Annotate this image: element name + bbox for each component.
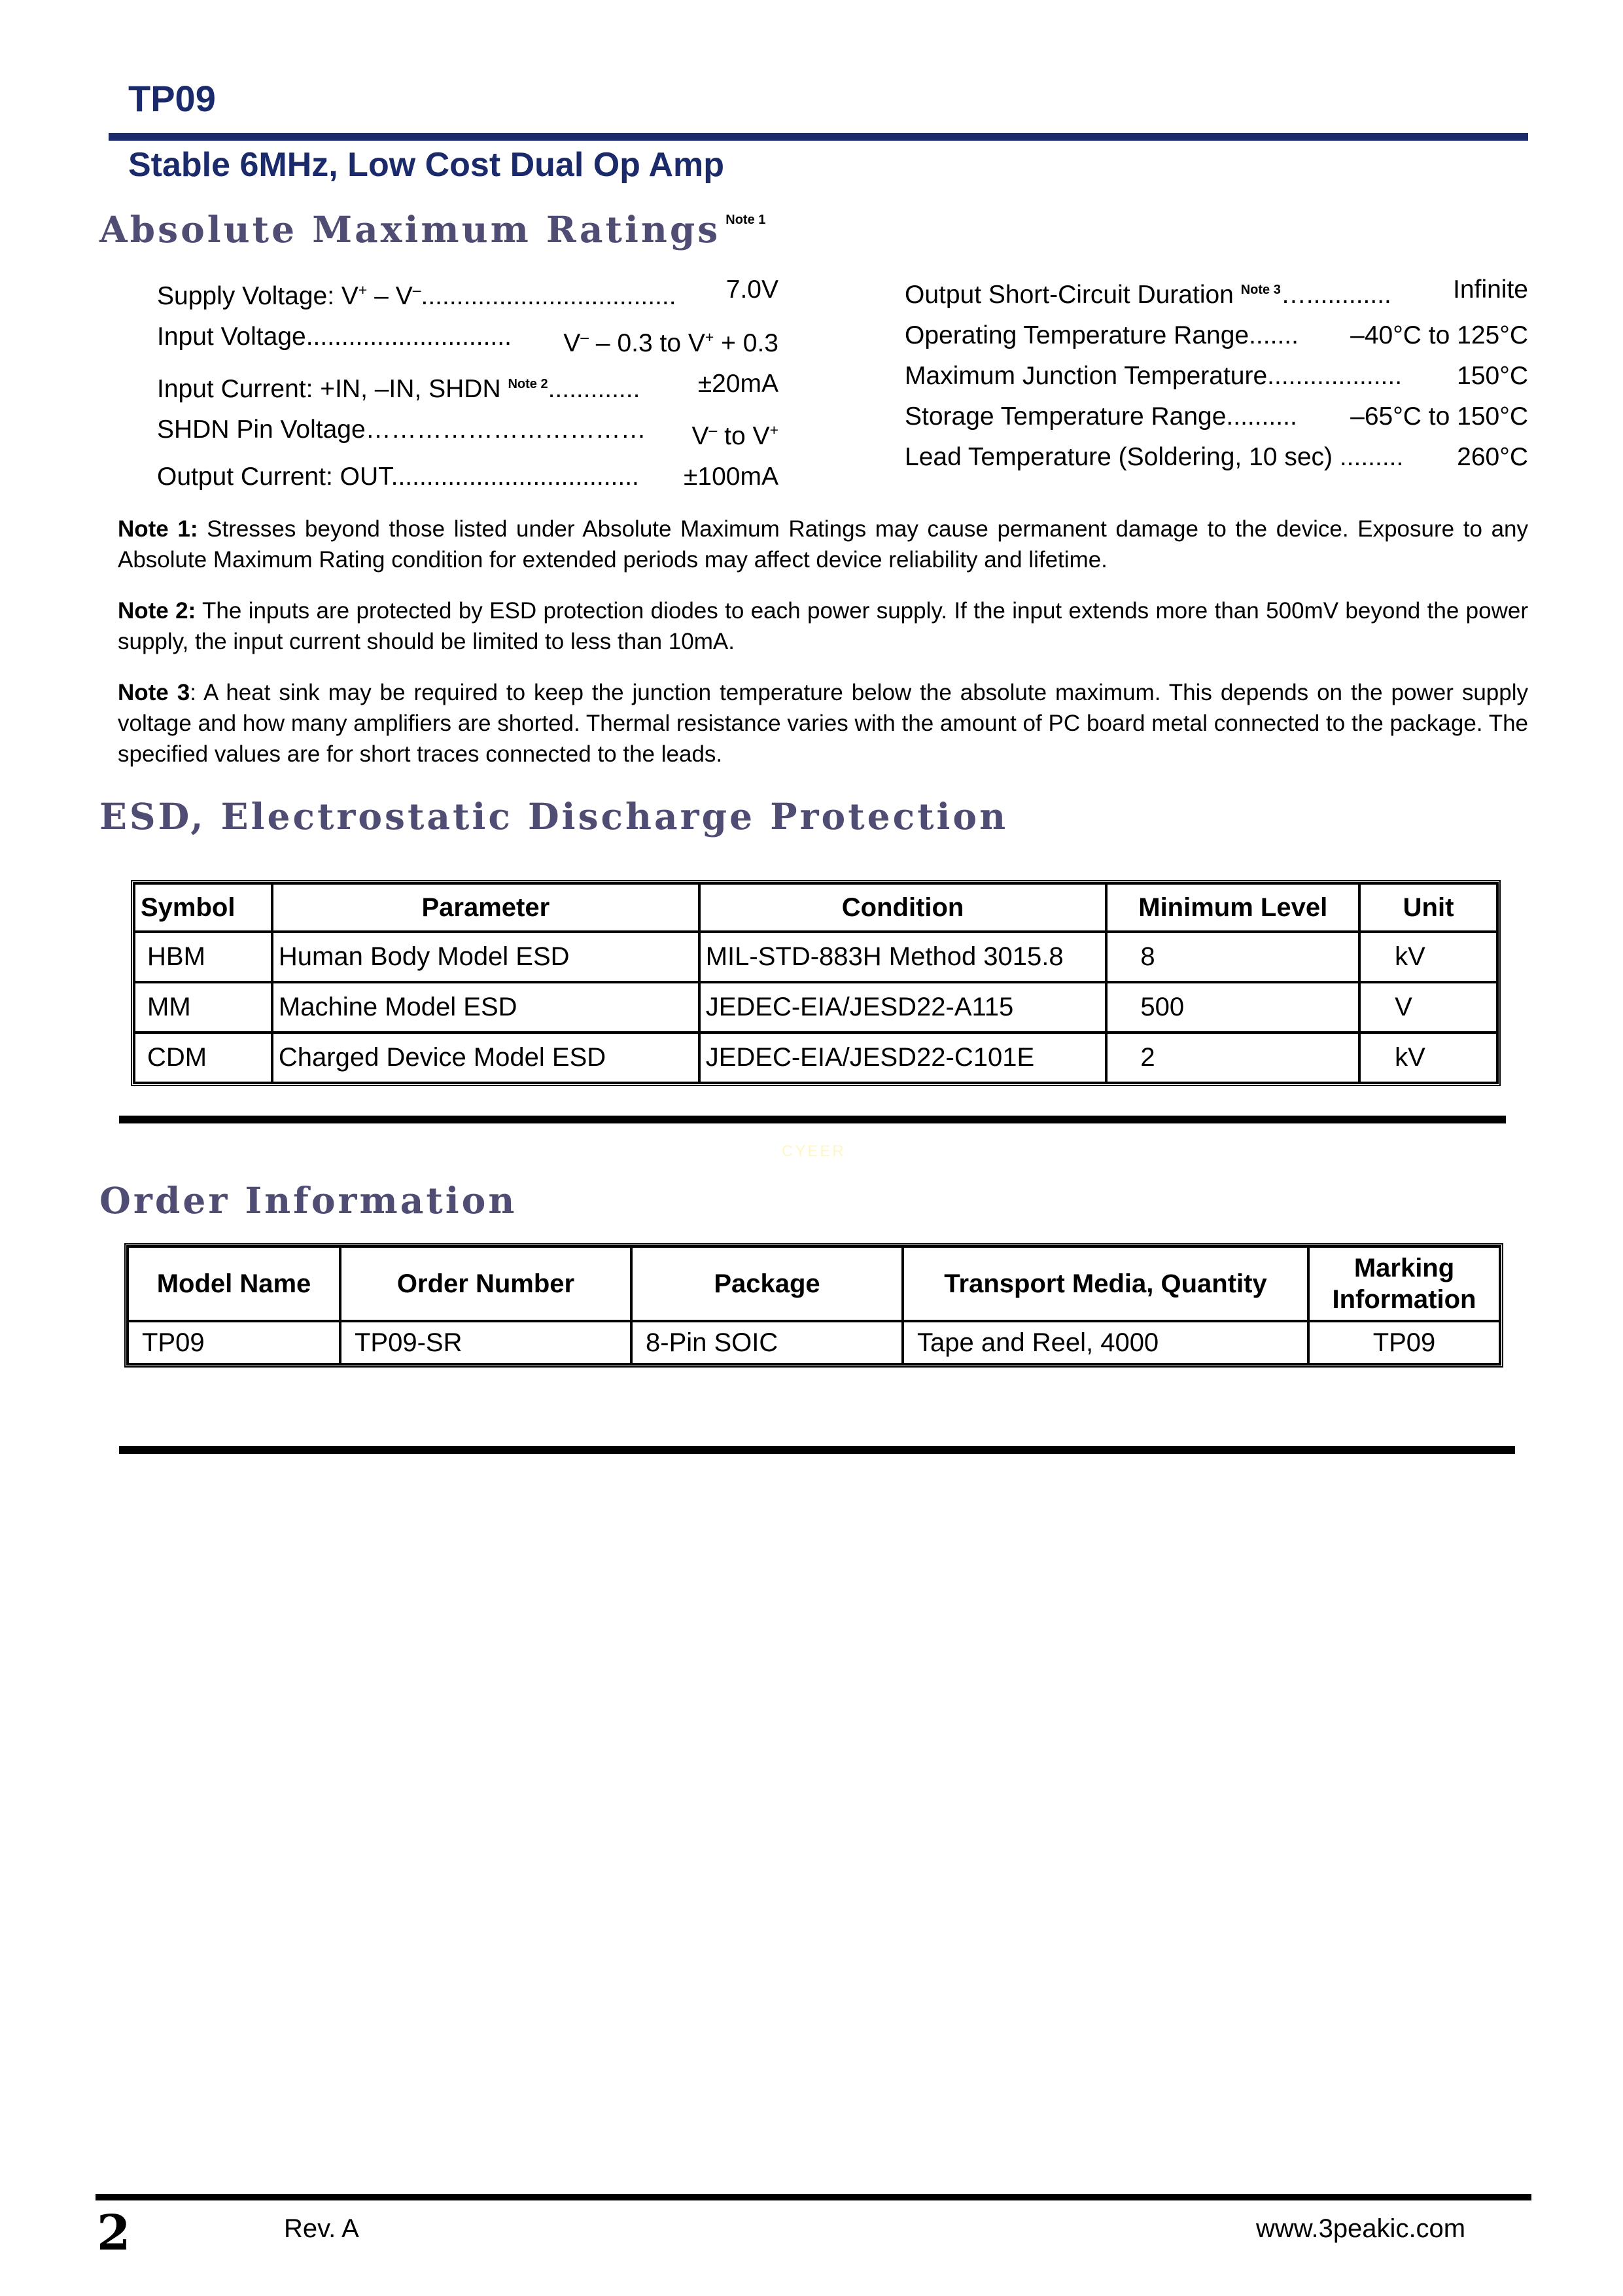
rating-value	[692, 410, 778, 457]
table-cell: Machine Model ESD	[272, 982, 699, 1033]
note-label: Note 2:	[118, 598, 196, 624]
note-text: : A heat sink may be required to keep the junction temperature below the absolute maximum. This depends on the power supply voltage and how many amplifiers are shorted. Thermal resistance varies with the amount of PC board metal connected to the package. The specified values are for short traces connected to the leads.	[118, 680, 1529, 767]
value-part: + 0.3	[714, 329, 778, 357]
rating-lead-temp	[905, 437, 1528, 478]
column-header: Marking Information	[1308, 1246, 1500, 1321]
column-header: Unit	[1359, 883, 1497, 932]
note-text: The inputs are protected by ESD protection diodes to each power supply. If the input extends more than 500mV beyond the power supply, the input current should be limited to less than 10mA.	[118, 598, 1529, 654]
table-cell: JEDEC-EIA/JESD22-C101E	[699, 1033, 1107, 1083]
rating-value: –65°C to 150°C	[1350, 402, 1528, 431]
note-3	[118, 677, 1528, 769]
rating-label: Input Current: +IN, –IN, SHDN	[157, 375, 501, 403]
rating-input-voltage	[157, 317, 778, 364]
rating-storage-temp	[905, 397, 1528, 437]
table-cell: TP09	[128, 1321, 340, 1364]
table-cell: kV	[1359, 1033, 1497, 1083]
rating-shdn-pin-voltage	[157, 410, 778, 457]
rating-value: –40°C to 125°C	[1350, 321, 1528, 349]
superscript: +	[358, 281, 368, 298]
rating-supply-voltage	[157, 270, 778, 317]
esd-title: ESD, Electrostatic Discharge Protection	[99, 795, 1009, 838]
superscript: –	[412, 281, 421, 298]
rating-value: 260°C	[1457, 443, 1528, 471]
note-1	[118, 514, 1528, 575]
rating-label: Output Short-Circuit Duration	[905, 281, 1234, 309]
rating-label: Input Voltage.............................	[157, 323, 512, 351]
table-row	[134, 932, 1497, 982]
table-cell: kV	[1359, 932, 1497, 982]
rating-value: ±20mA	[697, 370, 778, 398]
rating-label: SHDN Pin Voltage……………………………	[157, 415, 646, 444]
table-cell: 2	[1106, 1033, 1359, 1083]
column-header: Minimum Level	[1106, 883, 1359, 932]
value-part: V	[691, 422, 709, 450]
abs-max-note-ref: Note 1	[725, 213, 766, 227]
table-cell: MIL-STD-883H Method 3015.8	[699, 932, 1107, 982]
table-cell: MM	[134, 982, 272, 1033]
abs-max-title	[99, 208, 765, 251]
note-ref: Note 3	[1240, 283, 1281, 297]
rating-junction-temp	[905, 356, 1528, 397]
table-cell: 8	[1106, 932, 1359, 982]
rating-dots: .............	[548, 375, 640, 403]
revision-label: Rev. A	[284, 2214, 359, 2243]
table-cell: TP09-SR	[340, 1321, 631, 1364]
column-header: Transport Media, Quantity	[903, 1246, 1308, 1321]
rating-value: 150°C	[1457, 362, 1528, 390]
website-link[interactable]: www.3peakic.com	[1256, 2214, 1466, 2243]
rating-label: – V	[367, 282, 413, 310]
note-ref: Note 2	[508, 377, 548, 391]
column-header: Condition	[699, 883, 1107, 932]
order-table	[124, 1243, 1503, 1368]
value-part: to V	[717, 422, 770, 450]
rating-label: Operating Temperature Range.......	[905, 321, 1299, 349]
rating-operating-temp	[905, 315, 1528, 356]
rating-label: Output Current: OUT...................................	[157, 463, 639, 491]
section-divider	[119, 1116, 1506, 1123]
rating-dots: …............	[1280, 281, 1391, 309]
abs-max-left-column	[157, 270, 778, 497]
table-header-row	[134, 883, 1497, 932]
table-cell: V	[1359, 982, 1497, 1033]
esd-table	[131, 880, 1501, 1086]
note-text: Stresses beyond those listed under Absolute Maximum Ratings may cause permanent damage to the device. Exposure to any Absolute Maximum Rating condition for extended periods may affect device reliability and lifetime.	[118, 516, 1529, 573]
rating-input-current	[157, 364, 778, 410]
document-subtitle: Stable 6MHz, Low Cost Dual Op Amp	[128, 146, 725, 184]
page-number: 2	[97, 2205, 131, 2261]
rating-short-circuit-duration	[905, 270, 1528, 315]
rating-label: Supply Voltage: V	[157, 282, 358, 310]
note-label: Note 3	[118, 680, 190, 705]
table-cell: JEDEC-EIA/JESD22-A115	[699, 982, 1107, 1033]
table-cell: Tape and Reel, 4000	[903, 1321, 1308, 1364]
superscript: +	[769, 421, 778, 438]
superscript: –	[708, 421, 718, 438]
table-cell: CDM	[134, 1033, 272, 1083]
rating-label: Lead Temperature (Soldering, 10 sec) .........	[905, 443, 1404, 471]
rating-output-current	[157, 457, 778, 497]
watermark-text: CYEER	[782, 1142, 846, 1160]
note-2	[118, 595, 1528, 657]
column-header: Model Name	[128, 1246, 340, 1321]
rating-value: 7.0V	[725, 275, 778, 304]
table-cell: 8-Pin SOIC	[631, 1321, 903, 1364]
abs-max-title-text: Absolute Maximum Ratings	[99, 208, 721, 251]
table-row	[128, 1321, 1500, 1364]
table-cell: HBM	[134, 932, 272, 982]
column-header: Symbol	[134, 883, 272, 932]
abs-max-right-column	[905, 270, 1528, 478]
rating-value	[563, 317, 778, 364]
column-header: Order Number	[340, 1246, 631, 1321]
column-header: Package	[631, 1246, 903, 1321]
table-cell: 500	[1106, 982, 1359, 1033]
rating-dots: ....................................	[421, 282, 676, 310]
header-rule	[109, 133, 1528, 141]
part-number: TP09	[128, 78, 216, 119]
rating-label: Maximum Junction Temperature...................	[905, 362, 1403, 390]
table-cell: TP09	[1308, 1321, 1500, 1364]
column-header: Parameter	[272, 883, 699, 932]
table-row	[134, 982, 1497, 1033]
value-part: V	[563, 329, 581, 357]
order-title: Order Information	[99, 1179, 517, 1222]
table-cell: Human Body Model ESD	[272, 932, 699, 982]
rating-value: ±100mA	[684, 463, 778, 491]
note-label: Note 1:	[118, 516, 198, 542]
superscript: –	[580, 328, 589, 345]
value-part: – 0.3 to V	[589, 329, 705, 357]
superscript: +	[705, 328, 714, 345]
section-divider	[119, 1446, 1515, 1454]
footer-rule	[96, 2194, 1531, 2200]
table-header-row	[128, 1246, 1500, 1321]
table-cell: Charged Device Model ESD	[272, 1033, 699, 1083]
rating-label: Storage Temperature Range..........	[905, 402, 1297, 431]
rating-value: Infinite	[1453, 275, 1528, 304]
table-row	[134, 1033, 1497, 1083]
